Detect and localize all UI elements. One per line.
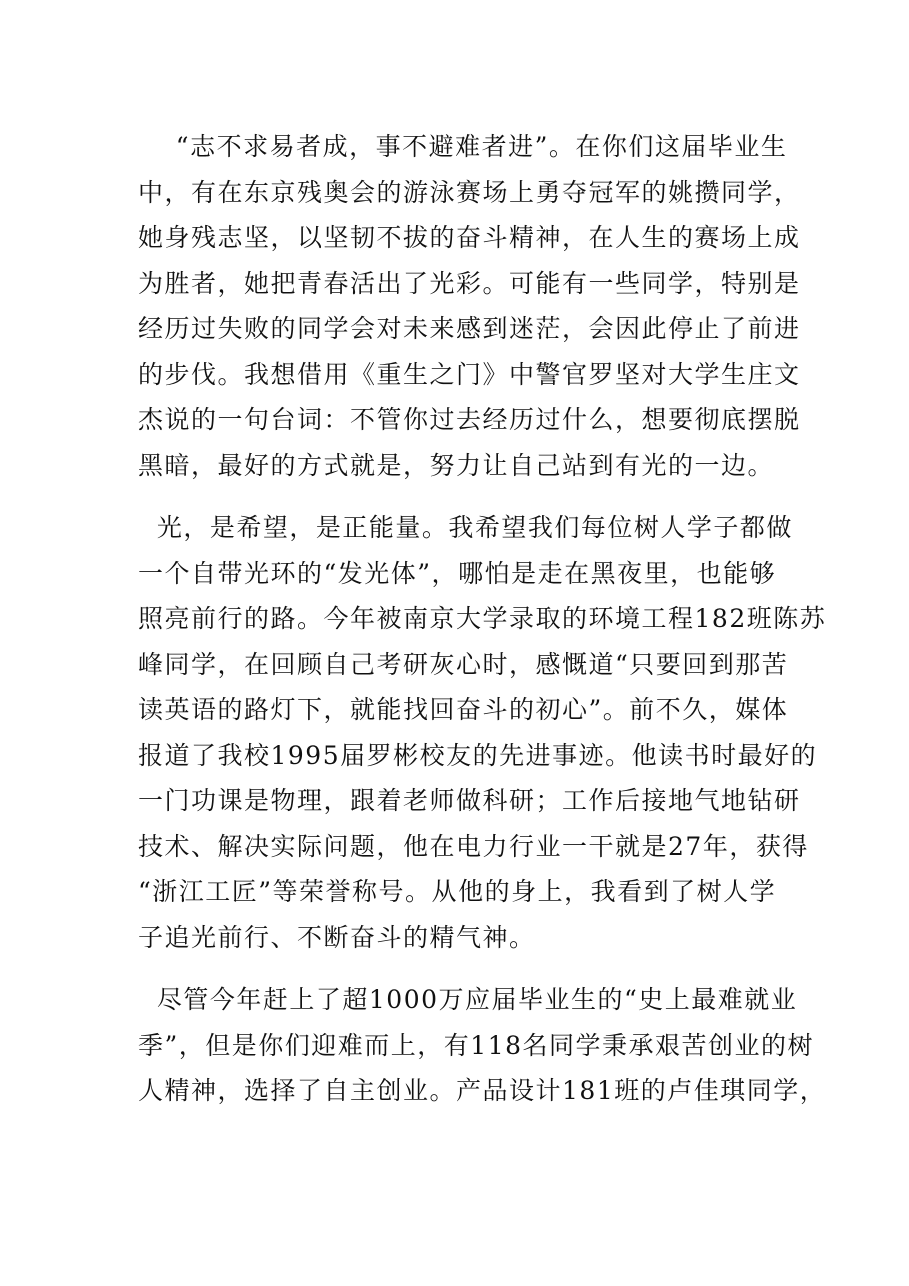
paragraph-1 [138, 124, 801, 488]
paragraph-line: 中，有在东京残奥会的游泳赛场上勇夺冠军的姚攒同学， [138, 177, 801, 207]
paragraph-line: 人精神，选择了自主创业。产品设计181班的卢佳琪同学， [138, 1076, 827, 1105]
paragraph-line: 尽管今年赶上了超1000万应届毕业生的“史上最难就业 [138, 985, 798, 1014]
paragraph-line: “志不求易者成，事不避难者进”。在你们这届毕业生 [138, 132, 788, 161]
paragraph-line: 峰同学，在回顾自己考研灰心时，感慨道“只要回到那苦 [138, 649, 789, 679]
paragraph-line: 的步伐。我想借用《重生之门》中警官罗坚对大学生庄文 [138, 359, 801, 389]
paragraph-line: 一个自带光环的“发光体”，哪怕是走在黑夜里，也能够 [138, 558, 777, 588]
paragraph-3 [138, 977, 827, 1114]
paragraph-line: 一门功课是物理，跟着老师做科研；工作后接地气地钻研 [138, 786, 801, 815]
paragraph-line: 她身残志坚，以坚韧不拔的奋斗精神，在人生的赛场上成 [138, 223, 801, 252]
document-body [138, 124, 827, 1131]
paragraph-line: 子追光前行、不断奋斗的精气神。 [138, 922, 536, 952]
paragraph-line: 为胜者，她把青春活出了光彩。可能有一些同学，特别是 [138, 268, 801, 298]
paragraph-line: 读英语的路灯下，就能找回奋斗的初心”。前不久，媒体 [138, 695, 789, 724]
paragraph-line: 技术、解决实际问题，他在电力行业一干就是27年，获得 [138, 831, 809, 861]
paragraph-2 [138, 505, 827, 960]
paragraph-line: 经历过失败的同学会对未来感到迷茫，会因此停止了前进 [138, 314, 801, 343]
paragraph-line: 报道了我校1995届罗彬校友的先进事迹。他读书时最好的 [138, 740, 818, 770]
paragraph-line: 杰说的一句台词：不管你过去经历过什么，想要彻底摆脱 [138, 405, 801, 434]
paragraph-line: 黑暗，最好的方式就是，努力让自己站到有光的一边。 [138, 450, 775, 480]
paragraph-line: 光，是希望，是正能量。我希望我们每位树人学子都做 [138, 513, 793, 542]
paragraph-line: “浙江工匠”等荣誉称号。从他的身上，我看到了树人学 [138, 877, 777, 906]
paragraph-line: 照亮前行的路。今年被南京大学录取的环境工程182班陈苏 [138, 604, 827, 633]
paragraph-line: 季”，但是你们迎难而上，有118名同学秉承艰苦创业的树 [138, 1030, 815, 1060]
